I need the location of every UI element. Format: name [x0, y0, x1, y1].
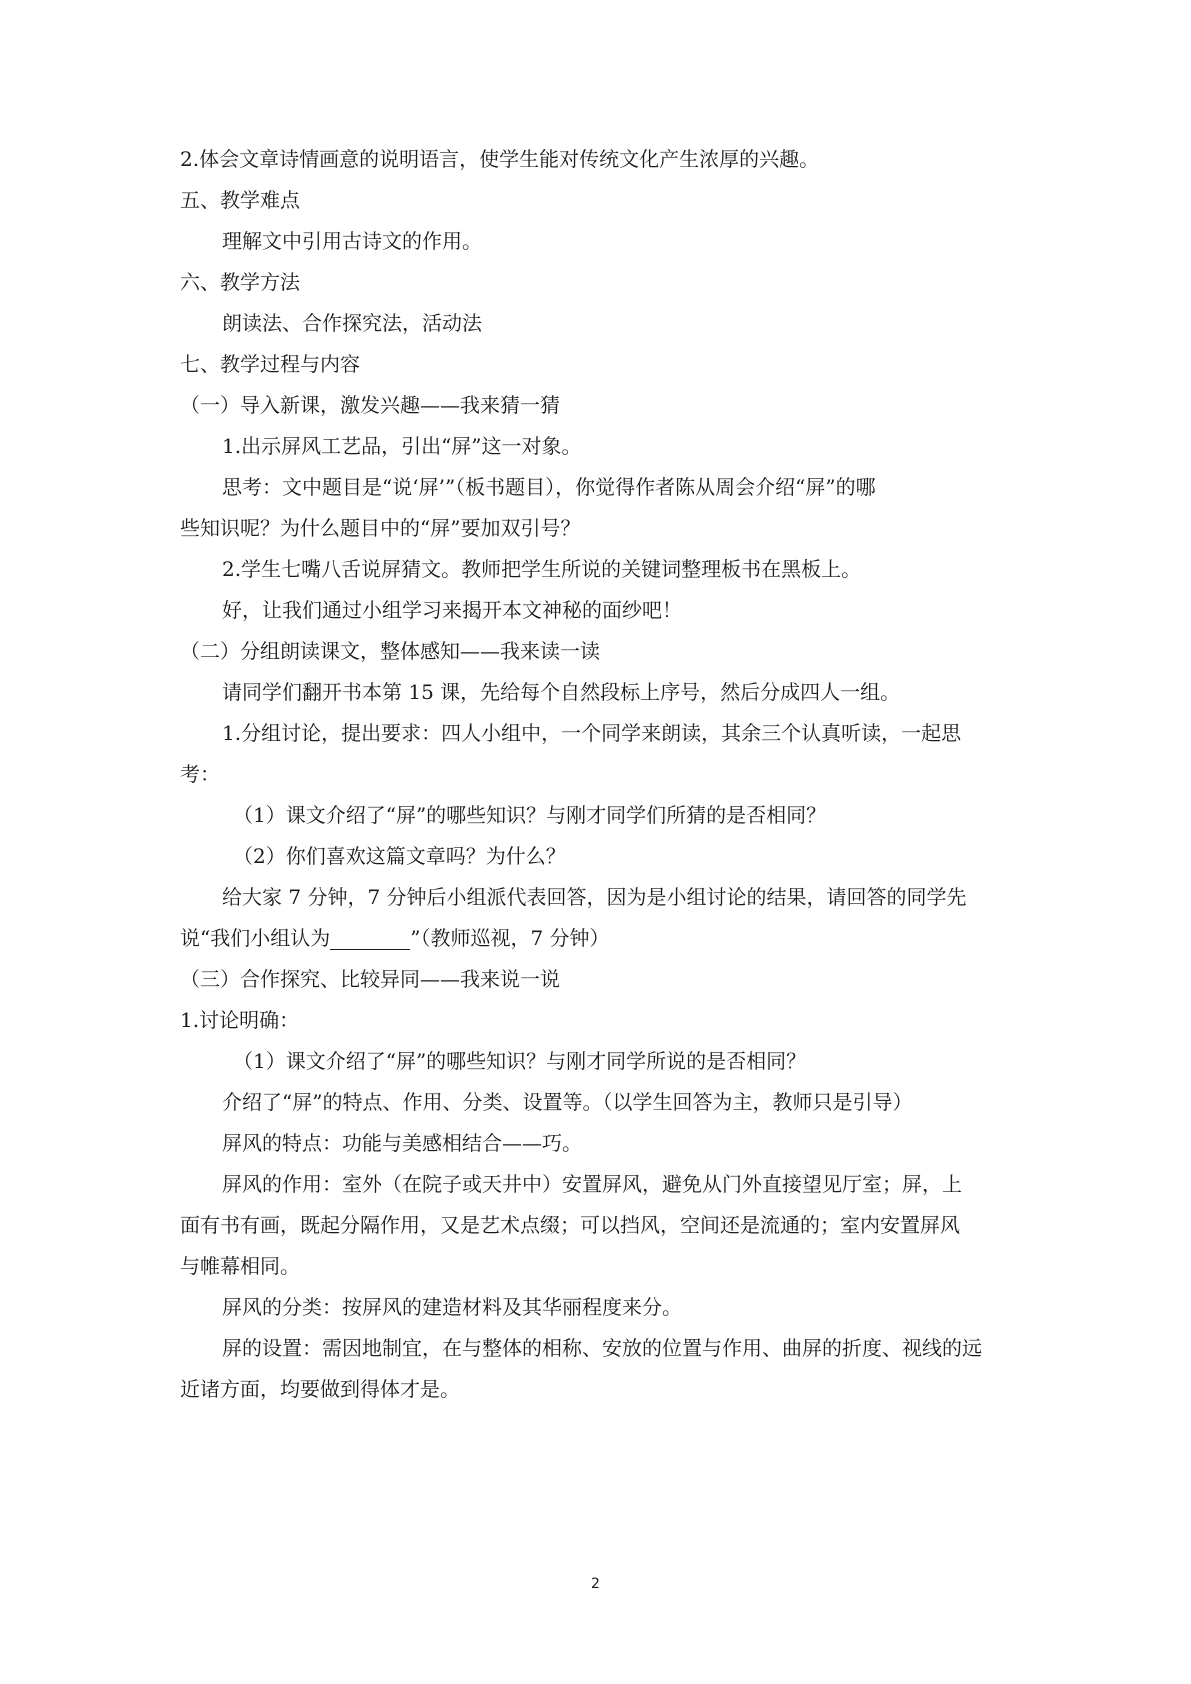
- paragraph: 面有书有画，既起分隔作用，又是艺术点缀；可以挡风，空间还是流通的；室内安置屏风: [180, 1213, 960, 1237]
- fill-in-line: [180, 924, 610, 952]
- section-heading-difficulty: 五、教学难点: [180, 188, 300, 212]
- difficulty-text: 理解文中引用古诗文的作用。: [222, 229, 482, 253]
- section-heading-process: 七、教学过程与内容: [180, 352, 360, 376]
- paragraph: 好，让我们通过小组学习来揭开本文神秘的面纱吧！: [222, 598, 682, 622]
- paragraph: 近诸方面，均要做到得体才是。: [180, 1377, 460, 1401]
- paragraph: 屏风的作用：室外（在院子或天井中）安置屏风，避免从门外直接望见厅室；屏，上: [222, 1172, 962, 1196]
- objective-2: 2.体会文章诗情画意的说明语言，使学生能对传统文化产生浓厚的兴趣。: [180, 147, 820, 171]
- paragraph: 屏风的特点：功能与美感相结合——巧。: [222, 1131, 582, 1155]
- paragraph: 考：: [180, 762, 220, 786]
- paragraph: 给大家 7 分钟，7 分钟后小组派代表回答，因为是小组讨论的结果，请回答的同学先: [222, 885, 967, 909]
- paragraph: 1.讨论明确：: [180, 1008, 300, 1032]
- question-2: （2）你们喜欢这篇文章吗？为什么？: [233, 844, 566, 868]
- subheading-3: （三）合作探究、比较异同——我来说一说: [180, 967, 560, 991]
- paragraph: 介绍了“屏”的特点、作用、分类、设置等。（以学生回答为主，教师只是引导）: [222, 1090, 913, 1114]
- subheading-1: （一）导入新课，激发兴趣——我来猜一猜: [180, 393, 560, 417]
- page-number: 2: [591, 1576, 600, 1592]
- paragraph: 2.学生七嘴八舌说屏猜文。教师把学生所说的关键词整理板书在黑板上。: [222, 557, 862, 581]
- fill-before: 说“我们小组认为: [180, 926, 331, 950]
- subheading-2: （二）分组朗读课文，整体感知——我来读一读: [180, 639, 600, 663]
- paragraph: 与帷幕相同。: [180, 1254, 300, 1278]
- paragraph: 屏的设置：需因地制宜，在与整体的相称、安放的位置与作用、曲屏的折度、视线的远: [222, 1336, 982, 1360]
- method-text: 朗读法、合作探究法，活动法: [222, 311, 482, 335]
- paragraph: 些知识呢？为什么题目中的“屏”要加双引号？: [180, 516, 581, 540]
- paragraph: 1.出示屏风工艺品，引出“屏”这一对象。: [222, 434, 582, 458]
- question-1: （1）课文介绍了“屏”的哪些知识？与刚才同学所说的是否相同？: [233, 1049, 807, 1073]
- section-heading-method: 六、教学方法: [180, 270, 300, 294]
- fill-after: ”（教师巡视，7 分钟）: [410, 926, 610, 950]
- paragraph: 屏风的分类：按屏风的建造材料及其华丽程度来分。: [222, 1295, 682, 1319]
- answer-blank: [330, 927, 410, 950]
- paragraph: 思考：文中题目是“说‘屏’”（板书题目），你觉得作者陈从周会介绍“屏”的哪: [222, 475, 876, 499]
- question-1: （1）课文介绍了“屏”的哪些知识？与刚才同学们所猜的是否相同？: [233, 803, 827, 827]
- paragraph: 1.分组讨论，提出要求：四人小组中，一个同学来朗读，其余三个认真听读，一起思: [222, 721, 962, 745]
- paragraph: 请同学们翻开书本第 15 课，先给每个自然段标上序号，然后分成四人一组。: [222, 680, 901, 704]
